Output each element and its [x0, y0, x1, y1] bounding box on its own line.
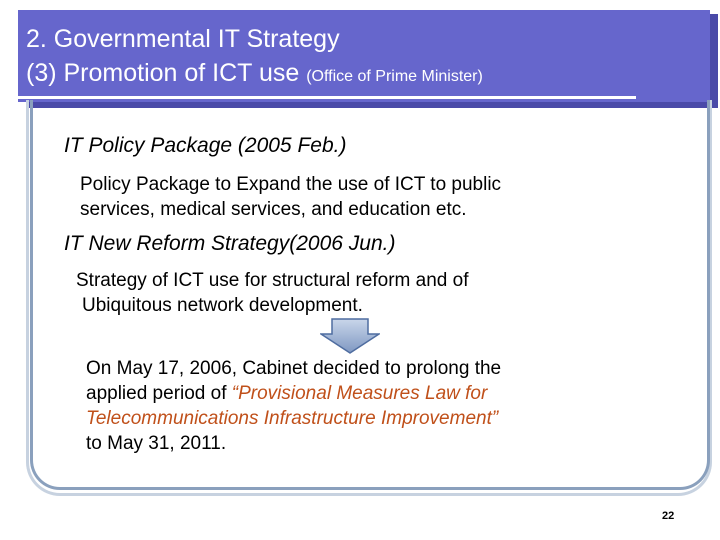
- decision-line1: On May 17, 2006, Cabinet decided to prolong the: [86, 358, 502, 379]
- policy-package-line2: services, medical services, and education etc.: [80, 199, 467, 220]
- ministry-name: Office of Prime Minister): [311, 68, 483, 85]
- decision-line2: [86, 381, 501, 406]
- ministry-paren: (: [306, 68, 312, 85]
- title-bar: [18, 10, 710, 102]
- slide-title-line1: 2. Governmental IT Strategy: [26, 25, 340, 53]
- policy-package-text: [80, 172, 501, 222]
- slide-subtitle: (3) Promotion of ICT use: [26, 59, 307, 87]
- reform-strategy-text: [76, 268, 468, 318]
- reform-strategy-line1: Strategy of ICT use for structural reform and of: [76, 270, 469, 291]
- reform-strategy-line2: Ubiquitous network development.: [82, 295, 363, 316]
- slide-title-line2: [26, 59, 483, 88]
- ministry-label: [306, 68, 483, 85]
- law-name-part2: Telecommunications Infrastructure Improvement”: [86, 408, 499, 429]
- law-name-part1: “Provisional Measures Law for: [231, 383, 488, 404]
- decision-line2-prefix: applied period of: [86, 383, 232, 404]
- policy-package-line1: Policy Package to Expand the use of ICT to public: [80, 174, 502, 195]
- section-heading-reform-strategy: IT New Reform Strategy(2006 Jun.): [64, 232, 396, 255]
- header-rule: [18, 96, 636, 99]
- decision-line4: to May 31, 2011.: [86, 433, 227, 454]
- page-number: 22: [662, 510, 675, 522]
- down-arrow-icon: [320, 318, 380, 354]
- section-heading-policy-package: IT Policy Package (2005 Feb.): [64, 134, 347, 157]
- cabinet-decision-text: [86, 356, 501, 456]
